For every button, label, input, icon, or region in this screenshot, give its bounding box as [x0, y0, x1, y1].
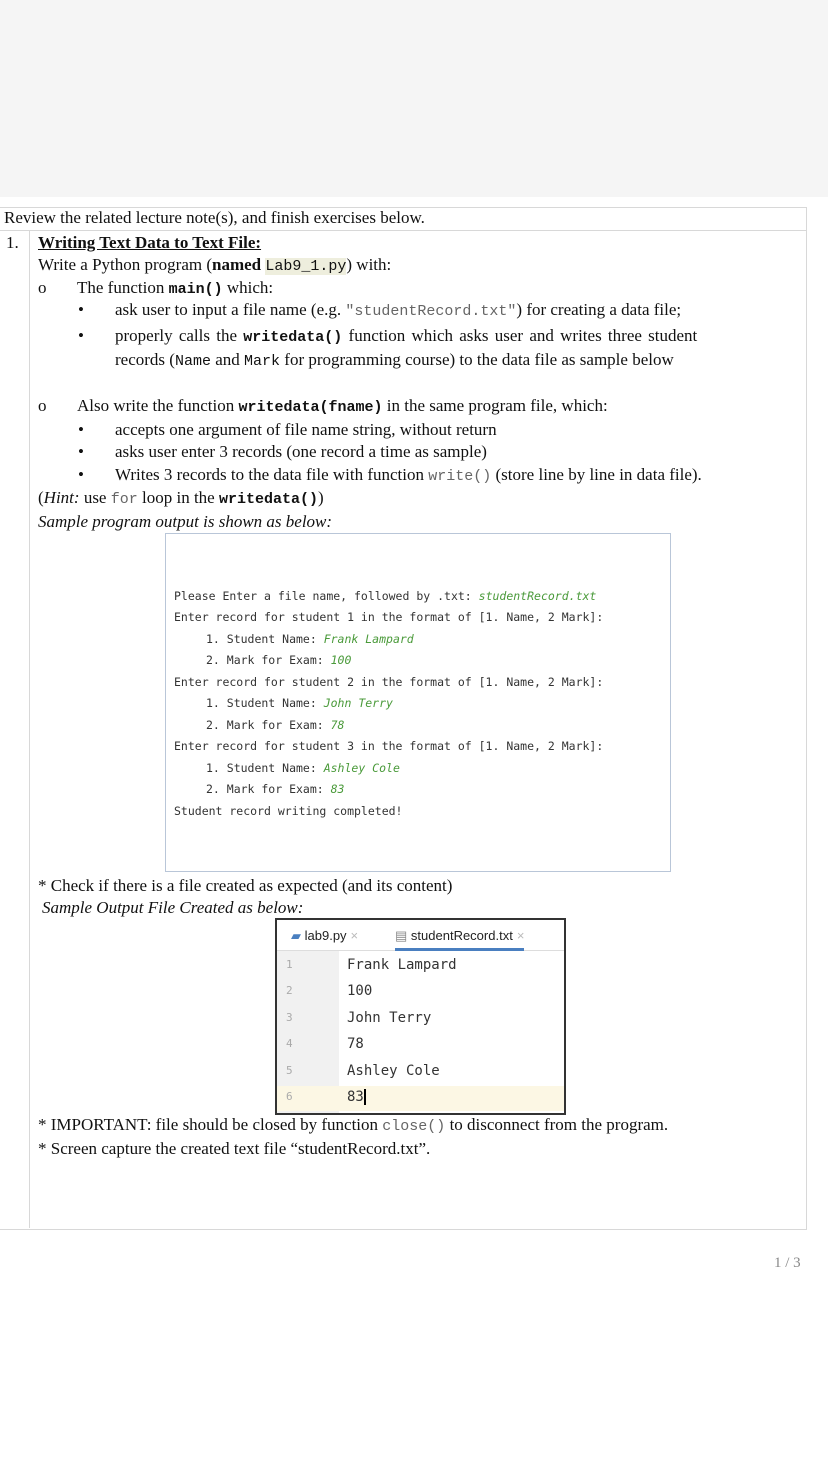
wd-bullet-3: [115, 465, 702, 487]
console-line: 2. Mark for Exam: 78: [206, 718, 345, 732]
hint: [38, 488, 324, 510]
code: Name: [174, 353, 211, 370]
editor-line[interactable]: [277, 980, 564, 1006]
console-line: 2. Mark for Exam: 100: [206, 653, 352, 667]
editor-tabs: [277, 920, 564, 951]
line-text: Ashley Cole: [347, 1063, 440, 1079]
text: Writes 3 records to the data file with function: [115, 465, 429, 484]
divider: [29, 230, 30, 1228]
code: writedata(): [218, 491, 318, 508]
bullet-icon: •: [78, 465, 84, 484]
main-bullet-2: [115, 326, 697, 348]
bullet-o: o: [38, 278, 47, 297]
text: loop in the: [137, 488, 219, 507]
line-number: 5: [286, 1064, 293, 1077]
divider: [0, 230, 806, 231]
text: records (: [115, 350, 175, 369]
input-value: 78: [330, 718, 345, 732]
file-label: Sample Output File Created as below:: [42, 898, 304, 917]
line-number: 6: [286, 1090, 293, 1103]
text: ): [318, 488, 324, 507]
console-line: 1. Student Name: John Terry: [206, 696, 393, 710]
section-title: Writing Text Data to Text File:: [38, 233, 262, 252]
bullet-o: o: [38, 396, 47, 415]
editor-line[interactable]: [277, 954, 564, 980]
line-text: John Terry: [347, 1010, 432, 1026]
code: Mark: [244, 353, 281, 370]
code: writedata(): [243, 329, 343, 346]
tab-label: studentRecord.txt: [410, 928, 513, 943]
wd-bullet-1: accepts one argument of file name string, without return: [115, 420, 497, 439]
line-text: 78: [347, 1036, 364, 1052]
text: Also write the function: [77, 396, 239, 415]
text: Write a Python program (: [38, 255, 212, 274]
text: which:: [222, 278, 274, 297]
console-output: [165, 533, 671, 872]
console-line: Student record writing completed!: [174, 804, 403, 818]
editor-line[interactable]: [277, 1033, 564, 1059]
tab-lab9-py[interactable]: [291, 928, 358, 944]
line-text: 83: [347, 1089, 364, 1105]
line-number: 2: [286, 984, 293, 997]
tab-label: lab9.py: [304, 928, 347, 943]
bullet-icon: •: [78, 420, 84, 439]
text: (store line by line in data file).: [491, 465, 702, 484]
item-number: 1.: [6, 233, 19, 252]
line-text: Frank Lampard: [347, 957, 457, 973]
input-value: Frank Lampard: [323, 632, 414, 646]
intro-text: Review the related lecture note(s), and finish exercises below.: [4, 208, 425, 227]
text: function which asks user and writes three student: [342, 326, 698, 345]
bullet-icon: •: [78, 326, 84, 345]
code: "studentRecord.txt": [345, 303, 517, 320]
text: The function: [77, 278, 169, 297]
code: writedata(fname): [238, 399, 383, 416]
instruction-line: [38, 255, 391, 277]
text: ask user to input a file name (e.g.: [115, 300, 346, 319]
tab-studentrecord-txt[interactable]: [395, 928, 524, 951]
editor-line[interactable]: [277, 1007, 564, 1033]
code: for: [110, 491, 138, 508]
capture-note: * Screen capture the created text file “studentRecord.txt”.: [38, 1139, 431, 1158]
text: Please Enter a file name, followed by .txt:: [174, 589, 479, 603]
text: * IMPORTANT: file should be closed by function: [38, 1115, 383, 1134]
filename-code: Lab9_1.py: [265, 258, 347, 275]
line-text: 100: [347, 983, 373, 999]
text: in the same program file, which:: [382, 396, 608, 415]
main-description: [77, 278, 273, 300]
bullet-icon: •: [78, 300, 84, 319]
text: Hint:: [43, 488, 80, 507]
text: ) with:: [346, 255, 392, 274]
console-line: 1. Student Name: Frank Lampard: [206, 632, 414, 646]
page-number: 1 / 3: [774, 1255, 801, 1271]
sample-label: Sample program output is shown as below:: [38, 512, 333, 531]
close-icon[interactable]: ×: [516, 928, 525, 943]
bullet-icon: •: [78, 442, 84, 461]
text: use: [79, 488, 111, 507]
input-value: John Terry: [323, 696, 393, 710]
text-file-icon: ▤: [395, 928, 408, 943]
console-line: Enter record for student 1 in the format of [1. Name, 2 Mark]:: [174, 610, 604, 624]
console-line: [174, 589, 596, 603]
console-line: 1. Student Name: Ashley Cole: [206, 761, 400, 775]
console-line: 2. Mark for Exam: 83: [206, 782, 345, 796]
console-line: Enter record for student 3 in the format of [1. Name, 2 Mark]:: [174, 739, 604, 753]
line-number: 1: [286, 958, 293, 971]
code: close(): [382, 1118, 446, 1135]
line-number: 3: [286, 1011, 293, 1024]
input-value: 83: [330, 782, 345, 796]
text-editor: [275, 918, 566, 1115]
wd-bullet-2: asks user enter 3 records (one record a time as sample): [115, 442, 487, 461]
editor-line[interactable]: [277, 1060, 564, 1086]
input-value: Ashley Cole: [323, 761, 400, 775]
code: main(): [168, 281, 223, 298]
main-bullet-2-cont: [115, 350, 674, 372]
text: for programming course) to the data file as sample below: [280, 350, 674, 369]
text: and: [210, 350, 245, 369]
editor-line-current[interactable]: [277, 1086, 564, 1111]
important-note: [38, 1115, 668, 1137]
close-icon[interactable]: ×: [350, 928, 359, 943]
text: ) for creating a data file;: [516, 300, 682, 319]
input-value: studentRecord.txt: [478, 589, 597, 603]
input-value: 100: [330, 653, 352, 667]
text: named: [212, 255, 262, 274]
line-number: 4: [286, 1037, 293, 1050]
check-note: * Check if there is a file created as expected (and its content): [38, 876, 453, 895]
python-file-icon: ▰: [291, 928, 301, 943]
text: to disconnect from the program.: [445, 1115, 669, 1134]
viewer-background: [0, 0, 828, 197]
writedata-description: [77, 396, 608, 418]
console-line: Enter record for student 2 in the format of [1. Name, 2 Mark]:: [174, 675, 604, 689]
text: properly calls the: [115, 326, 244, 345]
text: (: [38, 488, 44, 507]
code: write(): [428, 468, 492, 485]
main-bullet-1: [115, 300, 681, 322]
